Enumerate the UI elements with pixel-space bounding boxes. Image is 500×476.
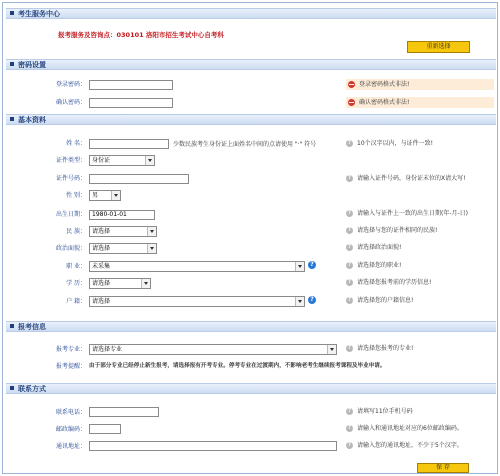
name-label: 姓 名： — [66, 140, 86, 147]
nation-label: 民 族： — [66, 228, 86, 235]
info-icon: ? — [346, 227, 353, 234]
birth-label: 出生日期： — [55, 211, 86, 218]
politics-hint — [346, 243, 401, 252]
section-basic — [6, 114, 496, 125]
idno-hint — [346, 174, 466, 183]
idno-label: 证件号码： — [55, 175, 86, 182]
addr-field[interactable] — [89, 441, 337, 451]
select-value: 请选择 — [92, 298, 111, 305]
login-password-label: 登录密码： — [55, 81, 86, 88]
error-text: 登录密码格式非法! — [359, 81, 410, 88]
help-icon[interactable]: ? — [308, 261, 316, 269]
help-icon[interactable]: ? — [308, 296, 316, 304]
section-title: 基本资料 — [18, 116, 46, 124]
section-bullet-icon — [10, 11, 14, 15]
select-value: 请选择专业 — [92, 346, 123, 353]
politics-select[interactable] — [89, 243, 157, 254]
hint-text: 请选择您报考的专业! — [357, 345, 414, 352]
info-icon: ? — [346, 425, 353, 432]
job-label: 职 业： — [66, 263, 86, 270]
hukou-select[interactable] — [89, 296, 305, 307]
name-note: 少数民族考生身份证上面姓名中间的点请使用 "·" 符号 — [173, 141, 317, 148]
hint-text: 请输入与证件上一致的出生日期(年-月-日) — [357, 210, 469, 217]
chevron-down-icon — [295, 262, 304, 271]
major-select[interactable] — [89, 344, 337, 355]
phone-field[interactable] — [89, 407, 159, 417]
select-value: 男 — [92, 192, 99, 199]
info-icon: ? — [346, 408, 353, 415]
gender-select[interactable] — [89, 190, 121, 201]
chevron-down-icon — [295, 297, 304, 306]
section-title: 报考信息 — [18, 323, 46, 331]
hint-text: 请选择您的户籍信息! — [357, 297, 414, 304]
info-icon: ? — [346, 345, 353, 352]
confirm-password-field[interactable] — [89, 98, 173, 108]
hint-text: 请选择政治面貌! — [357, 244, 402, 251]
edu-hint — [346, 278, 431, 287]
tip-label: 报考提醒： — [55, 363, 86, 370]
login-password-error — [346, 79, 494, 90]
edu-select[interactable] — [89, 278, 151, 289]
info-icon: ? — [346, 262, 353, 269]
section-apply — [6, 321, 496, 332]
info-icon: ? — [346, 442, 353, 449]
phone-label: 联系电话： — [55, 409, 86, 416]
registration-form — [2, 2, 498, 474]
edu-label: 学 历： — [66, 280, 86, 287]
zip-label: 邮政编码： — [55, 426, 86, 433]
name-hint — [346, 139, 433, 148]
zip-field[interactable] — [89, 424, 121, 434]
birth-field[interactable]: 1980-01-01 — [89, 210, 155, 220]
major-hint — [346, 344, 413, 353]
info-icon: ? — [346, 175, 353, 182]
zip-hint — [346, 424, 463, 433]
section-service — [6, 8, 496, 19]
birth-hint — [346, 209, 468, 218]
hint-text: 请选择您报考前的学历信息! — [357, 279, 432, 286]
tip-text: 由于部分专业已经停止新生报考，请选择报有开考专业。停考专业在过渡期内，不影响老考生继续报考课程及毕业申请。 — [89, 363, 386, 369]
section-bullet-icon — [10, 386, 14, 390]
info-icon: ? — [346, 244, 353, 251]
nation-hint — [346, 226, 437, 235]
reselect-button[interactable]: 重新选择 — [407, 41, 470, 53]
hint-text: 请选择与您的证件相同的民族! — [357, 227, 438, 234]
idtype-label: 证件类型： — [55, 157, 86, 164]
service-point-info: 报考服务及咨询点：030101 洛阳市招生考试中心自考科 — [58, 31, 224, 39]
job-hint — [346, 261, 401, 270]
major-label: 报考专业： — [55, 346, 86, 353]
section-bullet-icon — [10, 117, 14, 121]
info-icon: ? — [346, 279, 353, 286]
select-value: 请选择 — [92, 280, 111, 287]
name-field[interactable] — [89, 139, 169, 149]
select-value: 身份证 — [92, 157, 111, 164]
hint-text: 请输入您的通讯地址，不少于5个汉字。 — [357, 442, 463, 449]
chevron-down-icon — [327, 345, 336, 354]
error-text: 确认密码格式非法! — [359, 99, 410, 106]
gender-label: 性 别： — [66, 192, 86, 199]
section-bullet-icon — [10, 62, 14, 66]
hint-text: 请输入证件号码，身份证末位的X请大写! — [357, 175, 466, 182]
section-password — [6, 59, 496, 70]
section-bullet-icon — [10, 324, 14, 328]
addr-label: 通讯地址： — [55, 443, 86, 450]
login-password-field[interactable] — [89, 80, 173, 90]
idtype-select[interactable] — [89, 155, 155, 166]
info-icon: ? — [346, 297, 353, 304]
chevron-down-icon — [147, 244, 156, 253]
confirm-password-label: 确认密码： — [55, 99, 86, 106]
hint-text: 请选择您的职业! — [357, 262, 402, 269]
hint-text: 10个汉字以内，与证件一致! — [357, 140, 434, 147]
idno-field[interactable] — [89, 174, 189, 184]
nation-select[interactable] — [89, 226, 157, 237]
hukou-label: 户 籍： — [66, 298, 86, 305]
job-select[interactable] — [89, 261, 305, 272]
phone-hint — [346, 407, 413, 416]
select-value: 请选择 — [92, 245, 111, 252]
section-title: 密码设置 — [18, 61, 46, 69]
info-icon: ? — [346, 140, 353, 147]
chevron-down-icon — [147, 227, 156, 236]
politics-label: 政治面貌： — [55, 245, 86, 252]
select-value: 未采集 — [92, 263, 111, 270]
chevron-down-icon — [111, 191, 120, 200]
chevron-down-icon — [145, 156, 154, 165]
confirm-password-error — [346, 97, 494, 108]
section-title: 考生服务中心 — [18, 10, 60, 18]
info-icon: ? — [346, 210, 353, 217]
section-title: 联系方式 — [18, 385, 46, 393]
error-icon — [348, 81, 355, 88]
addr-hint — [346, 441, 463, 450]
select-value: 请选择 — [92, 228, 111, 235]
hint-text: 请填写11位手机号码 — [357, 408, 413, 415]
save-button[interactable]: 保 存 — [417, 463, 469, 473]
chevron-down-icon — [141, 279, 150, 288]
section-contact — [6, 383, 496, 394]
hint-text: 请输入和通讯地址对应的6位邮政编码。 — [357, 425, 463, 432]
hukou-hint — [346, 296, 413, 305]
error-icon — [348, 99, 355, 106]
